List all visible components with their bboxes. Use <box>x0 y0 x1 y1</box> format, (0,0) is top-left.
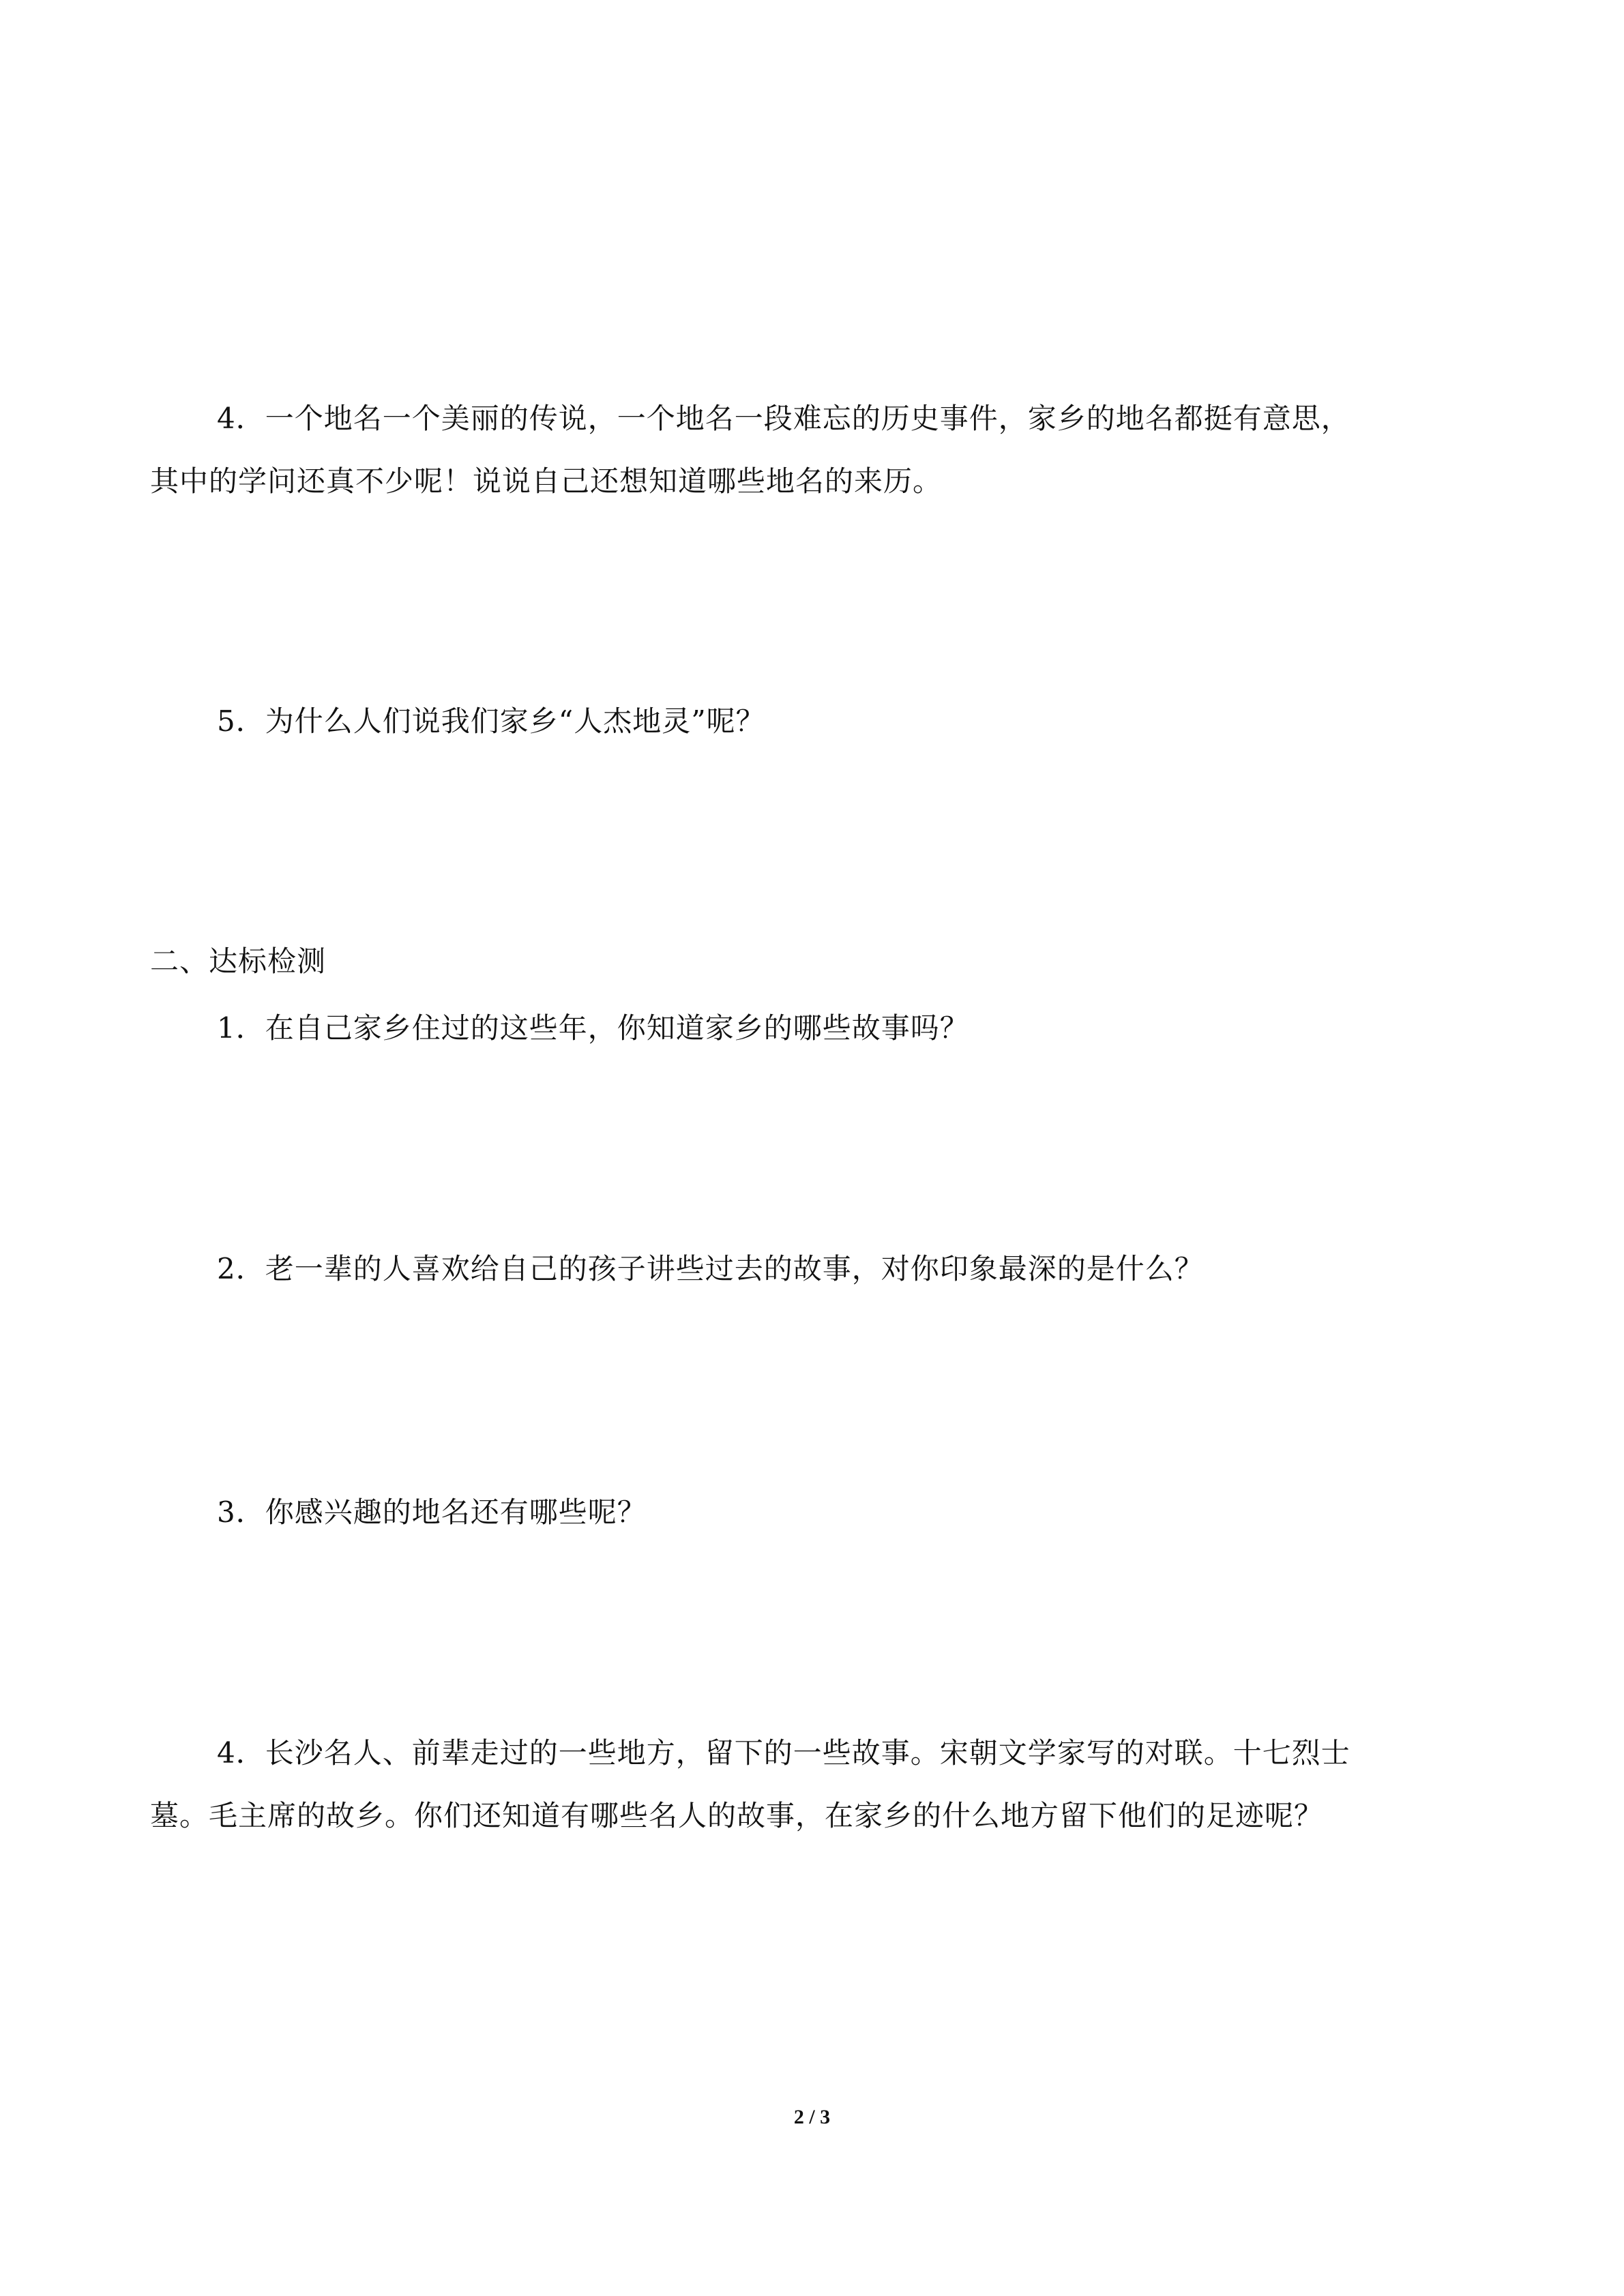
question-5-paragraph <box>150 690 1473 753</box>
check-question-2-line: 2．老一辈的人喜欢给自己的孩子讲些过去的故事，对你印象最深的是什么？ <box>217 1252 1204 1285</box>
check-question-3-line: 3．你感兴趣的地名还有哪些呢？ <box>217 1495 647 1529</box>
check-question-1-paragraph <box>150 997 1473 1060</box>
check-question-4-line-2: 墓。毛主席的故乡。你们还知道有哪些名人的故事，在家乡的什么地方留下他们的足迹呢？ <box>150 1799 1324 1832</box>
section-heading: 二、达标检测 <box>150 944 327 978</box>
question-5-line: 5．为什么人们说我们家乡“人杰地灵”呢？ <box>217 704 765 738</box>
check-question-2-paragraph <box>150 1238 1473 1300</box>
check-question-3-paragraph <box>150 1481 1473 1544</box>
question-4-line-1: 4．一个地名一个美丽的传说，一个地名一段难忘的历史事件，家乡的地名都挺有意思， <box>217 402 1350 435</box>
question-4-line-2: 其中的学问还真不少呢！说说自己还想知道哪些地名的来历。 <box>150 464 943 498</box>
check-question-4-line-1: 4．长沙名人、前辈走过的一些地方，留下的一些故事。宋朝文学家写的对联。十七烈士 <box>217 1736 1350 1770</box>
check-question-4-paragraph <box>150 1722 1473 1847</box>
page-number: 2 / 3 <box>793 2106 831 2128</box>
question-4-paragraph <box>150 387 1473 513</box>
check-question-1-line: 1．在自己家乡住过的这些年，你知道家乡的哪些故事吗？ <box>217 1011 969 1045</box>
